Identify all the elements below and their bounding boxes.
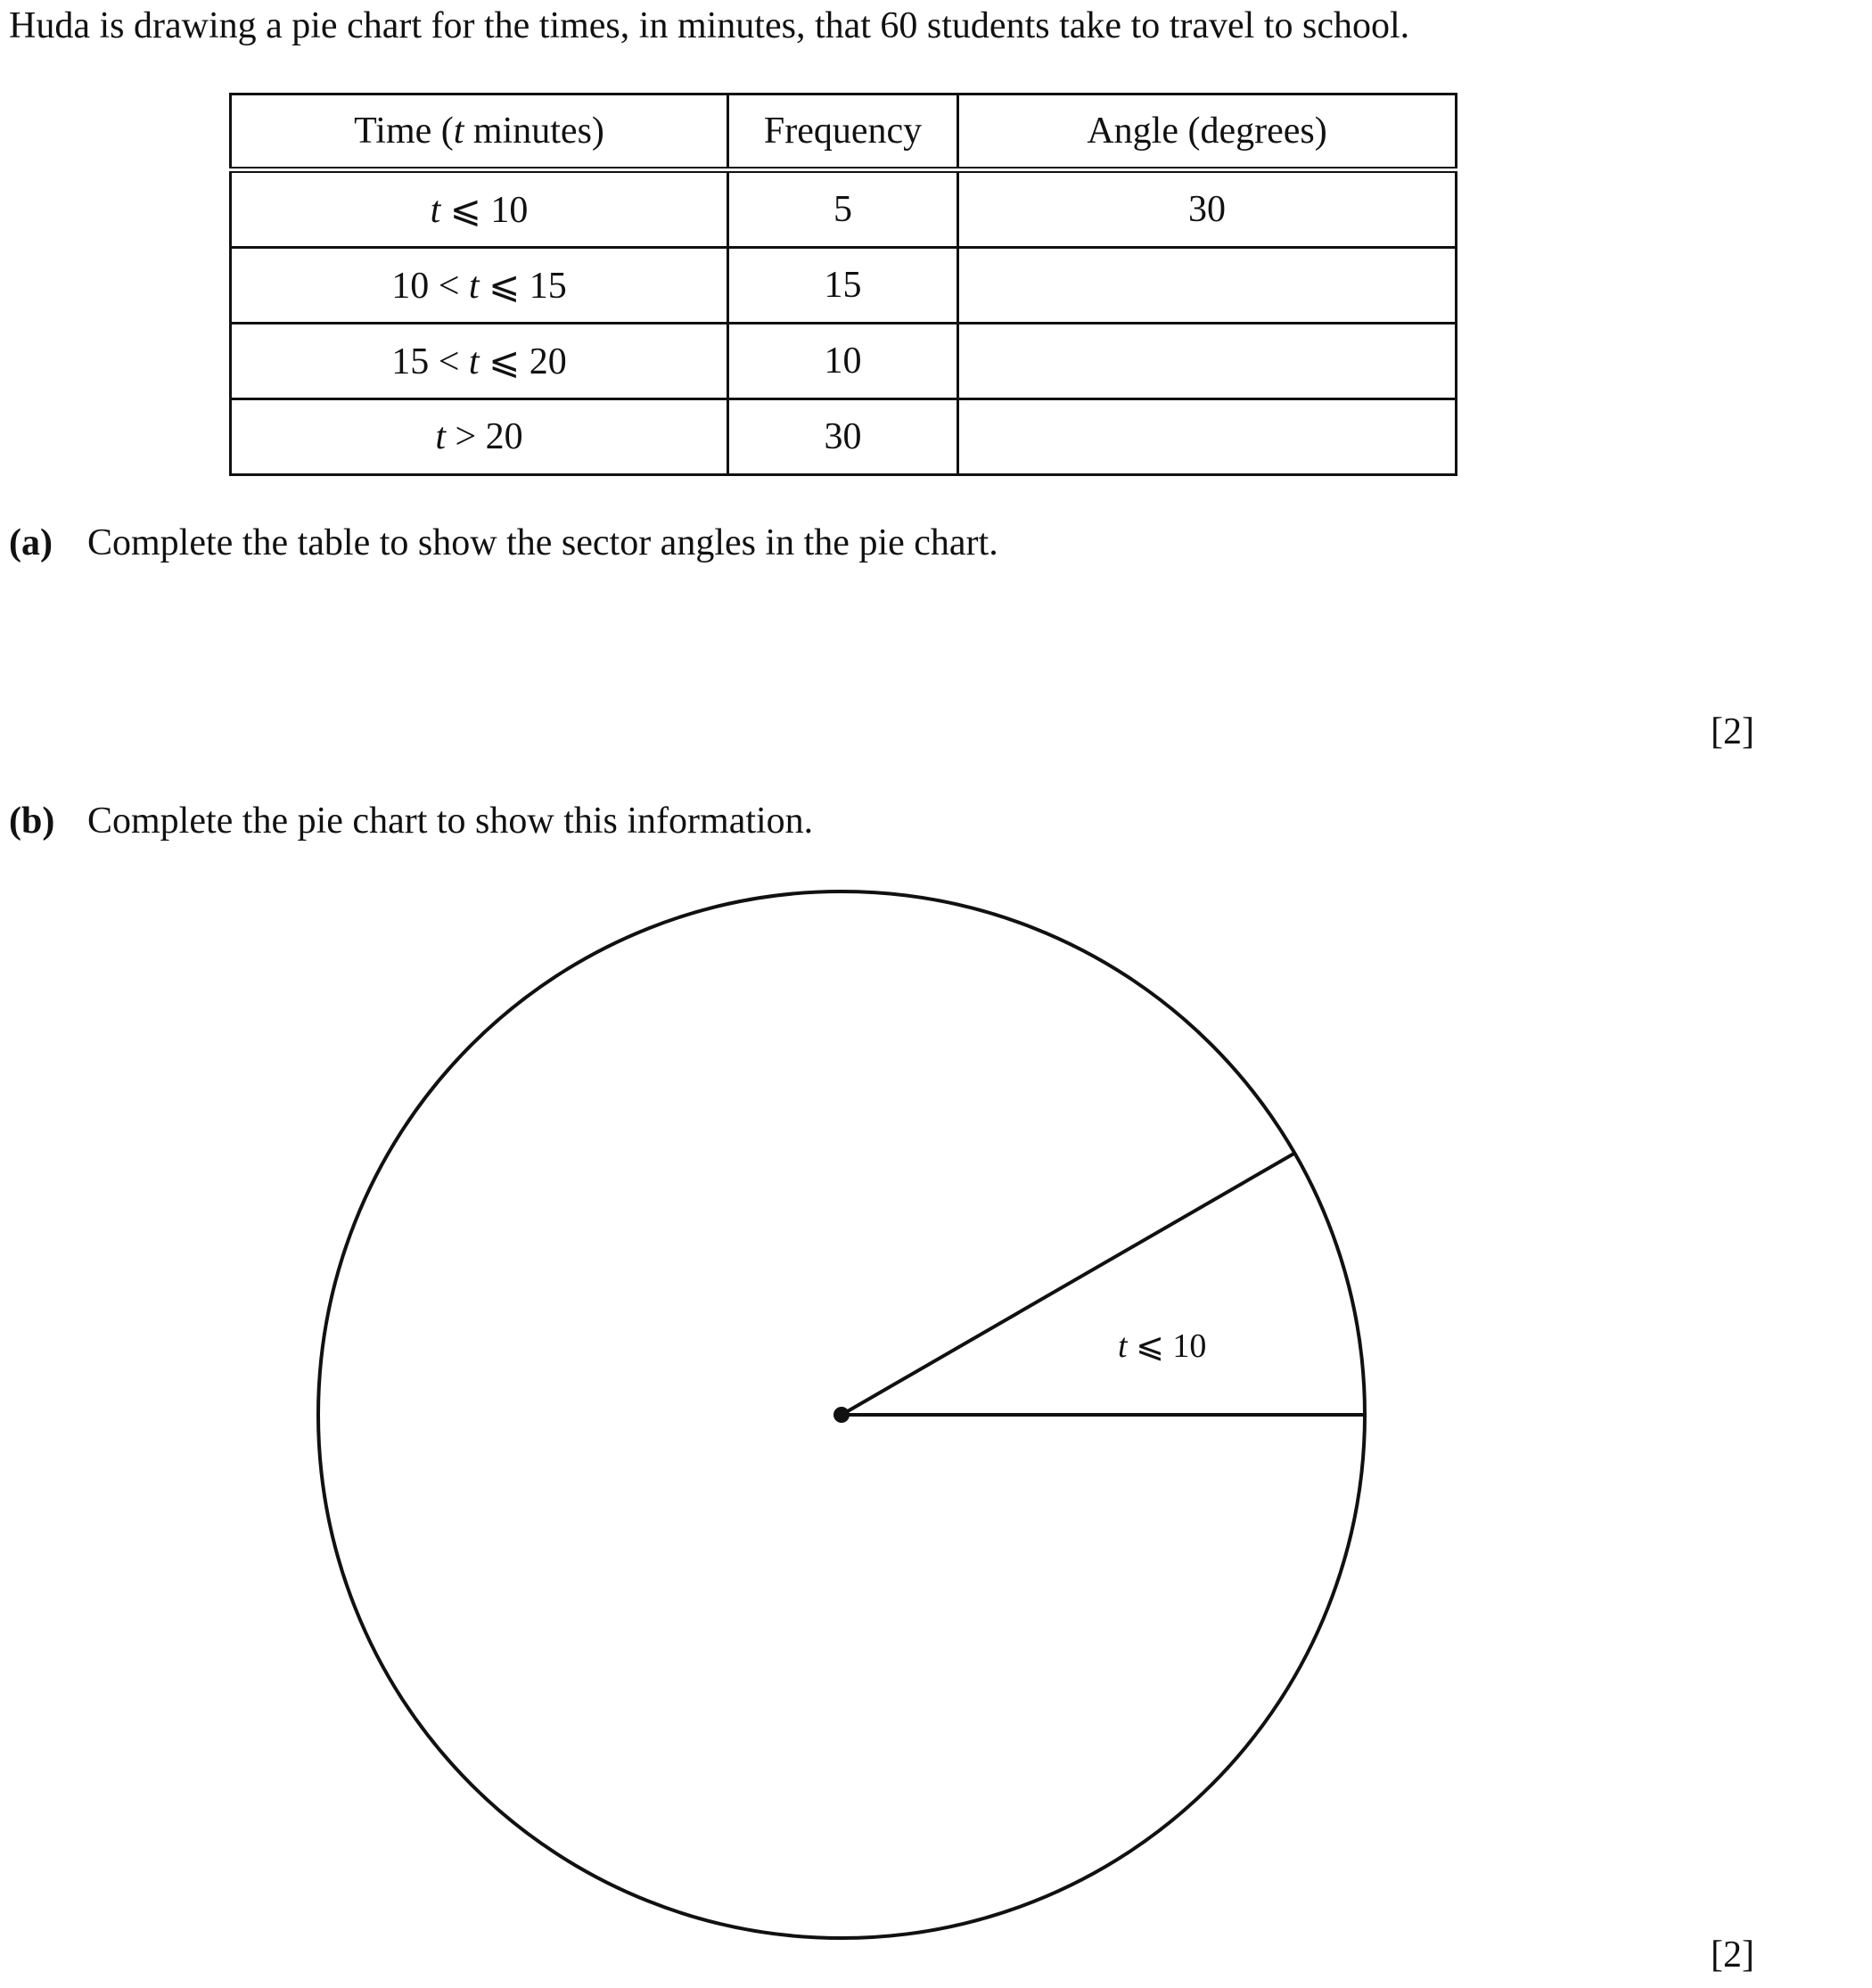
part-b-marks: [2] — [1711, 1935, 1754, 1976]
part-a-marks: [2] — [1711, 711, 1754, 752]
time-cell: 10 < t ⩽ 15 — [231, 248, 728, 324]
pie-centre-dot — [833, 1407, 850, 1423]
header-angle: Angle (degrees) — [958, 94, 1457, 170]
time-cell: t ⩽ 10 — [231, 170, 728, 248]
part-b-text: Complete the pie chart to show this information. — [87, 801, 814, 842]
header-time: Time (t minutes) — [231, 94, 728, 170]
angle-cell: 30 — [958, 170, 1457, 248]
time-cell: 15 < t ⩽ 20 — [231, 324, 728, 399]
header-frequency: Frequency — [728, 94, 958, 170]
part-b-label: (b) — [9, 801, 55, 842]
frequency-cell: 5 — [728, 170, 958, 248]
time-cell: t > 20 — [231, 399, 728, 475]
sector-radius-line — [842, 1154, 1294, 1416]
frequency-cell: 10 — [728, 324, 958, 399]
part-a-label: (a) — [9, 522, 53, 563]
frequency-cell: 15 — [728, 248, 958, 324]
frequency-cell: 30 — [728, 399, 958, 475]
part-a-text: Complete the table to show the sector angles in the pie chart. — [87, 522, 998, 563]
sector-label: t ⩽ 10 — [1118, 1327, 1207, 1365]
question-intro: Huda is drawing a pie chart for the times, in minutes, that 60 students take to travel to school. — [9, 5, 1410, 46]
